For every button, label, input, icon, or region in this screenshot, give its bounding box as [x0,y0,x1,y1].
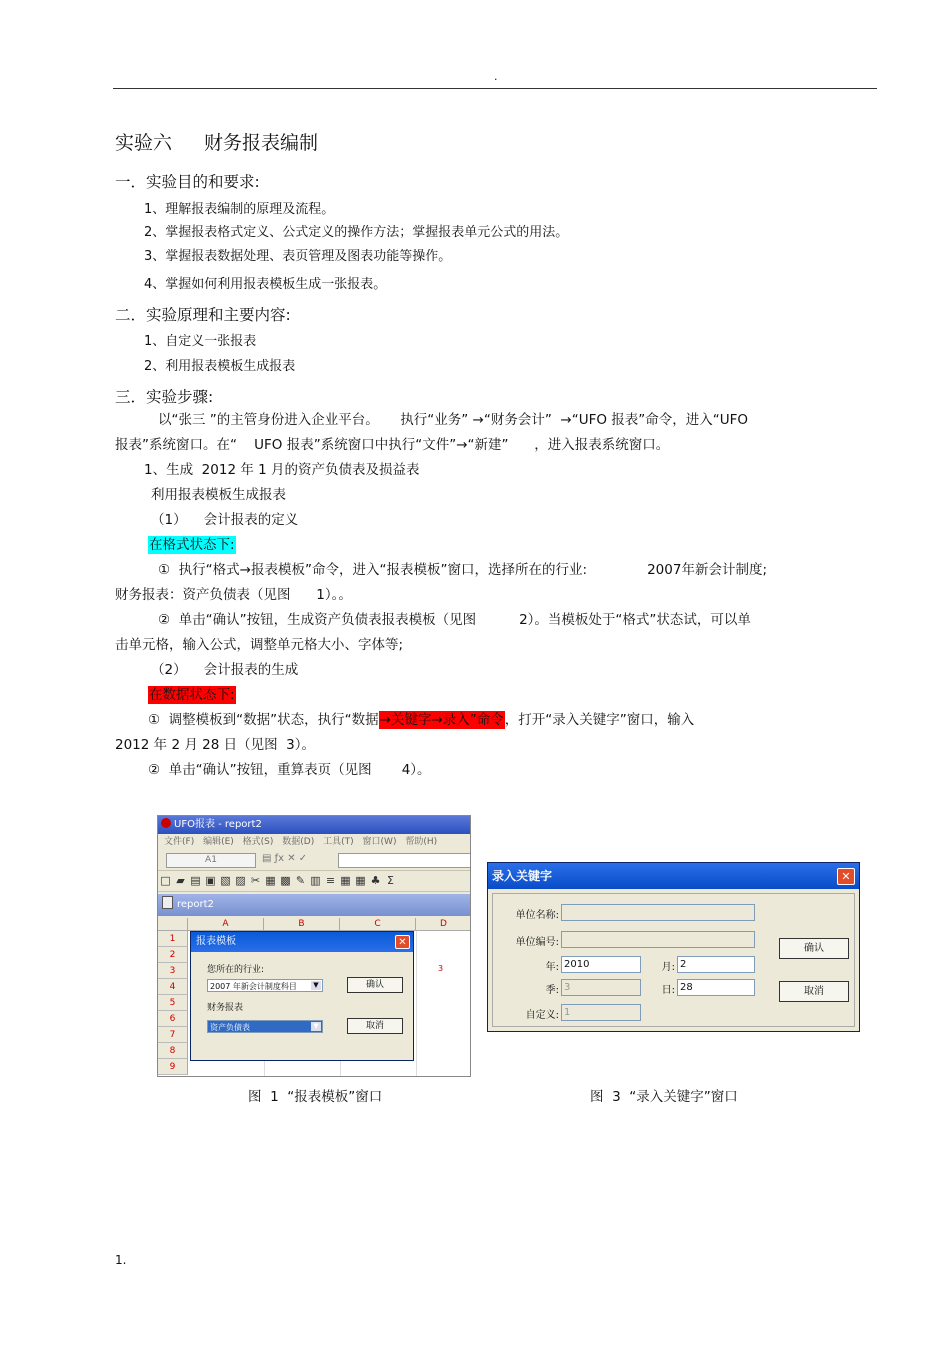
row-header[interactable]: 2 [158,947,188,963]
quarter-label: 季: [545,985,559,996]
paste-icon[interactable]: ▩ [280,874,291,887]
cancel-button[interactable]: 取消 [779,981,849,1002]
industry-select[interactable] [207,979,323,992]
print-icon[interactable]: ▨ [235,874,246,887]
menu-data[interactable]: 数据(D) [282,837,315,847]
title-text: 财务报表编制 [204,132,319,154]
row-header[interactable]: 6 [158,1011,188,1027]
month-label: 月: [661,962,675,973]
data-state-line [148,683,236,708]
para-1-line-1: ① 执行“格式→报表模板”命令，进入“报表模板”窗口，选择所在的行业: 2007年新会计制度; [158,562,768,578]
day-label: 日: [661,985,675,996]
doc-icon[interactable]: ▤ [190,874,201,887]
month-field[interactable]: 2 [677,956,755,973]
year-field[interactable]: 2010 [561,956,641,973]
list-item: 3、掌握报表数据处理、表页管理及图表功能等操作。 [144,249,452,264]
ok-button[interactable]: 确认 [347,977,403,993]
binoculars-icon[interactable]: ♣ [370,874,381,887]
year-label: 年: [545,962,559,973]
menu-tools[interactable]: 工具(T) [323,837,354,847]
close-icon[interactable]: ✕ [837,868,855,885]
row-header[interactable]: 9 [158,1059,188,1075]
figure-3-keyword-dialog [487,862,860,1032]
menu-file[interactable]: 文件(F) [164,837,195,847]
ok-button[interactable]: 确认 [779,938,849,959]
sum-icon[interactable]: Σ [387,874,394,887]
header-mark: . [494,70,498,83]
day-field[interactable]: 28 [677,979,755,996]
open-icon[interactable]: ▰ [176,874,185,887]
copy-icon[interactable]: ▦ [265,874,276,887]
list-item: 1、自定义一张报表 [144,334,257,349]
para-3-pre: ① 调整模板到“数据”状态，执行“数据 [148,712,379,728]
custom-label: 自定义: [525,1010,559,1021]
formula-icons[interactable]: ▤ ƒx ✕ ✓ [262,853,308,864]
list-item: 4、掌握如何利用报表模板生成一张报表。 [144,277,387,292]
unit-name-label: 单位名称: [515,910,559,921]
industry-value: 2007 年新会计制度科目 [210,982,297,991]
ufo-toolbar [158,870,470,892]
report-select[interactable] [207,1020,323,1033]
menu-help[interactable]: 帮助(H) [405,837,438,847]
section-3-heading: 三．实验步骤: [115,388,214,406]
row-header[interactable]: 1 [158,931,188,947]
document-icon [162,896,173,909]
formula-input[interactable] [338,853,471,868]
ufo-title: UFO报表 - report2 [174,819,262,830]
unit-name-field[interactable] [561,904,755,921]
chevron-down-icon[interactable]: ▼ [311,981,321,990]
para-3-line-1 [148,708,694,733]
cell-ref-box[interactable]: A1 [166,853,256,868]
format-state-line [148,533,236,558]
report-template-dialog [190,931,414,1061]
report-value: 资产负债表 [210,1023,250,1032]
doc-title: report2 [177,899,214,910]
grid-line [416,931,417,1077]
data-state-highlight: 在数据状态下: [149,687,235,703]
figure-3-caption: 图 3 “录入关键字”窗口 [590,1089,738,1105]
filter-icon[interactable]: ≡ [325,874,336,887]
list-item: 2、利用报表模板生成报表 [144,359,296,374]
step-1: 1、生成 2012 年 1 月的资产负债表及损益表 [144,462,420,478]
col-header-c[interactable]: C [340,918,416,931]
para-2-line-2: 击单元格，输入公式，调整单元格大小、字体等; [115,637,404,653]
keyword-dialog-title: 录入关键字 [488,863,859,889]
ufo-menu-bar [158,835,470,850]
row-header[interactable]: 7 [158,1027,188,1043]
corner-cell [158,918,188,931]
section-2-heading: 二．实验原理和主要内容: [115,306,291,324]
format-state-highlight: 在格式状态下: [149,537,235,553]
new-icon[interactable]: □ [160,874,171,887]
report-label: 财务报表 [207,1003,244,1013]
col-header-d[interactable]: D [416,918,471,931]
para-2-line-1: ② 单击“确认”按钮，生成资产负债表报表模板（见图 2）。当模板处于“格式”状态试，可以单 [158,612,751,628]
list-item: 2、掌握报表格式定义、公式定义的操作方法；掌握报表单元公式的用法。 [144,225,569,240]
para-3-post: ，打开“录入关键字”窗口，输入 [504,712,695,728]
row-header[interactable]: 8 [158,1043,188,1059]
dialog-title: 报表模板 [191,932,413,952]
intro-line-2: 报表”系统窗口。在“ UFO 报表”系统窗口中执行“文件”→“新建” ，进入报表系统窗口。 [115,437,670,453]
ufo-logo-icon [161,818,171,828]
formula-bar [158,851,470,869]
custom-field[interactable]: 1 [561,1004,641,1021]
quarter-field[interactable]: 3 [561,979,641,996]
row-header[interactable]: 5 [158,995,188,1011]
sort-icon[interactable]: ▥ [310,874,321,887]
title-number: 实验六 [115,132,173,154]
row-header[interactable]: 4 [158,979,188,995]
para-1-line-2: 财务报表：资产负债表（见图 1）。。 [115,587,352,603]
section-1-heading: 一．实验目的和要求: [115,173,260,191]
unit-code-label: 单位编号: [515,937,559,948]
part-2-heading: （2） 会计报表的生成 [151,662,299,678]
page-number: 1. [115,1253,127,1267]
report-doc-bar [158,894,470,916]
industry-label: 您所在的行业: [207,965,265,975]
table-icon[interactable]: ▦ [340,874,351,887]
para-3-line-2: 2012 年 2 月 28 日（见图 3）。 [115,737,316,753]
step-1-sub: 利用报表模板生成报表 [151,487,286,503]
cancel-button[interactable]: 取消 [347,1018,403,1034]
para-3-highlight: →关键字→录入”命令 [379,712,504,728]
chart-icon[interactable]: ▦ [355,874,366,887]
cell-mark: 3 [438,964,444,973]
menu-format[interactable]: 格式(S) [242,837,274,847]
figure-1-ufo-window [157,815,471,1077]
keyword-form [492,893,855,1027]
header-rule [113,88,877,89]
intro-line-1: 以“张三 ”的主管身份进入企业平台。 执行“业务” →“财务会计” →“UFO 报表”命令，进入“UFO [158,412,749,428]
cut-icon[interactable]: ✂ [250,874,261,887]
col-header-b[interactable]: B [264,918,340,931]
menu-window[interactable]: 窗口(W) [362,837,397,847]
chevron-down-icon[interactable]: ▼ [311,1022,321,1031]
col-header-a[interactable]: A [188,918,264,931]
page-title [115,128,318,155]
format-painter-icon[interactable]: ✎ [295,874,306,887]
close-icon[interactable]: ✕ [395,935,410,949]
preview-icon[interactable]: ▧ [220,874,231,887]
row-header[interactable]: 3 [158,963,188,979]
figure-1-caption: 图 1 “报表模板”窗口 [248,1089,383,1105]
save-icon[interactable]: ▣ [205,874,216,887]
unit-code-field[interactable] [561,931,755,948]
list-item: 1、理解报表编制的原理及流程。 [144,202,335,217]
ufo-title-bar [158,816,470,834]
menu-edit[interactable]: 编辑(E) [203,837,234,847]
part-1-heading: （1） 会计报表的定义 [151,512,299,528]
para-4: ② 单击“确认”按钮，重算表页（见图 4）。 [148,762,431,778]
